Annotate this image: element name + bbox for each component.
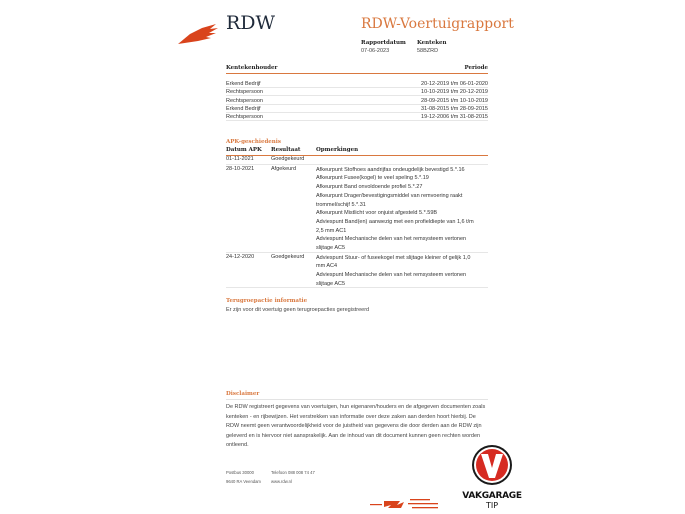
apk-remark: Adviespunt Stuur- of fuseekogel met slijtage kleiner of gelijk 1,0 mm AC4	[316, 254, 471, 270]
apk-section-title: APK-geschiedenis	[226, 139, 281, 145]
recall-text: Er zijn voor dit voertuig geen terugroepacties geregistreerd	[226, 307, 370, 313]
apk-row	[226, 165, 488, 253]
footer-phone: Telefoon 088 008 74 47	[271, 470, 315, 475]
apk-date: 01-11-2021	[226, 156, 254, 162]
apk-remark: Afkeurpunt Stofhoes aandrijfas ondeugdelijk bevestigd 5.*.16	[316, 166, 465, 173]
footer-website[interactable]: www.rdw.nl	[271, 479, 292, 484]
disclaimer-text: De RDW registreert gegevens van voertuigen, hun eigenaren/houders en de afgegeven documenten zoals kenteken - en rijbewijzen. Het verstrekken van informatie over deze zaken aan derden hoort hierbij. De RDW neemt geen verantwoordelijkheid voor de juistheid van gegevens die door derden aan de RDW zijn geleverd en is hiervoor niet aansprakelijk. Aan de inhoud van dit document kunnen geen rechten worden ontleend.	[226, 404, 486, 448]
plate-label: Kenteken	[417, 40, 447, 46]
owner-row	[226, 97, 488, 105]
badge-line2: TIP	[485, 501, 499, 510]
rdw-logo-icon	[176, 22, 220, 46]
apk-remarks	[316, 254, 476, 289]
owners-col-period: Periode	[464, 65, 488, 71]
vakgarage-v-logo-icon	[461, 444, 523, 486]
apk-date: 28-10-2021	[226, 165, 255, 172]
apk-remark: Afkeurpunt Fusee(kogel) te veel speling 5.*.19	[316, 175, 429, 182]
owner-holder: Rechtspersoon	[226, 89, 263, 96]
owner-period: 28-09-2015 t/m 10-10-2019	[421, 97, 488, 104]
apk-result: Goedgekeurd	[271, 253, 305, 260]
apk-remark: Afkeurpunt Band onvoldoende profiel 5.*.27	[316, 184, 423, 191]
owner-period: 19-12-2006 t/m 31-08-2015	[421, 114, 488, 121]
owners-header-rule	[226, 73, 488, 74]
recall-section-title: Terugroepactie informatie	[226, 298, 308, 304]
apk-col-result: Resultaat	[271, 147, 301, 153]
apk-remarks	[316, 166, 476, 253]
rdw-footer-stripes-icon	[370, 496, 460, 514]
apk-col-date: Datum APK	[226, 147, 262, 153]
apk-remark: Adviespunt Band(en) aanwezig met een profieldiepte van 1,6 t/m 2,5 mm AC1	[316, 218, 474, 234]
disclaimer-rule	[226, 399, 488, 400]
owner-holder: Rechtspersoon	[226, 114, 263, 121]
footer-address: 9640 RA Veendam	[226, 479, 261, 484]
vakgarage-badge	[461, 444, 523, 510]
owners-col-holder: Kentekenhouder	[226, 65, 278, 71]
badge-line1: VAKGARAGE	[462, 491, 522, 501]
plate-value: 58BZRD	[417, 48, 439, 54]
owner-period: 10-10-2019 t/m 20-12-2019	[421, 89, 488, 96]
apk-remark: Adviespunt Mechanische delen van het remsysteem vertonen slijtage AC5	[316, 236, 467, 252]
apk-row	[226, 155, 488, 165]
owner-period: 31-08-2015 t/m 28-09-2015	[421, 105, 488, 112]
apk-col-remarks: Opmerkingen	[316, 147, 359, 153]
footer-postbus: Postbus 30000	[226, 470, 254, 475]
apk-remark: Adviespunt Mechanische delen van het remsysteem vertonen slijtage AC5	[316, 272, 467, 287]
owner-row	[226, 105, 488, 113]
apk-remark: Afkeurpunt Drager/bevestigingsmiddel van remvoering raakt trommel/schijf 5.*.31	[316, 192, 463, 208]
apk-row	[226, 253, 488, 289]
brand-name: RDW	[226, 12, 276, 34]
apk-result: Goedgekeurd	[271, 156, 305, 162]
apk-remark: Afkeurpunt Mistlicht voor onjuist afgesteld 5.*.59B	[316, 210, 438, 217]
report-title: RDW-Voertuigrapport	[361, 16, 514, 32]
owner-holder: Erkend Bedrijf	[226, 105, 261, 112]
report-date: 07-06-2023	[361, 48, 390, 54]
owner-row	[226, 113, 488, 121]
disclaimer-title: Disclaimer	[226, 391, 260, 397]
apk-date: 24-12-2020	[226, 253, 255, 260]
owner-row	[226, 88, 488, 96]
owner-period: 20-12-2019 t/m 06-01-2020	[421, 81, 488, 87]
apk-result: Afgekeurd	[271, 165, 297, 172]
owner-holder: Erkend Bedrijf	[226, 81, 261, 87]
owner-row	[226, 80, 488, 88]
owner-holder: Rechtspersoon	[226, 97, 263, 104]
report-date-label: Rapportdatum	[361, 40, 406, 46]
